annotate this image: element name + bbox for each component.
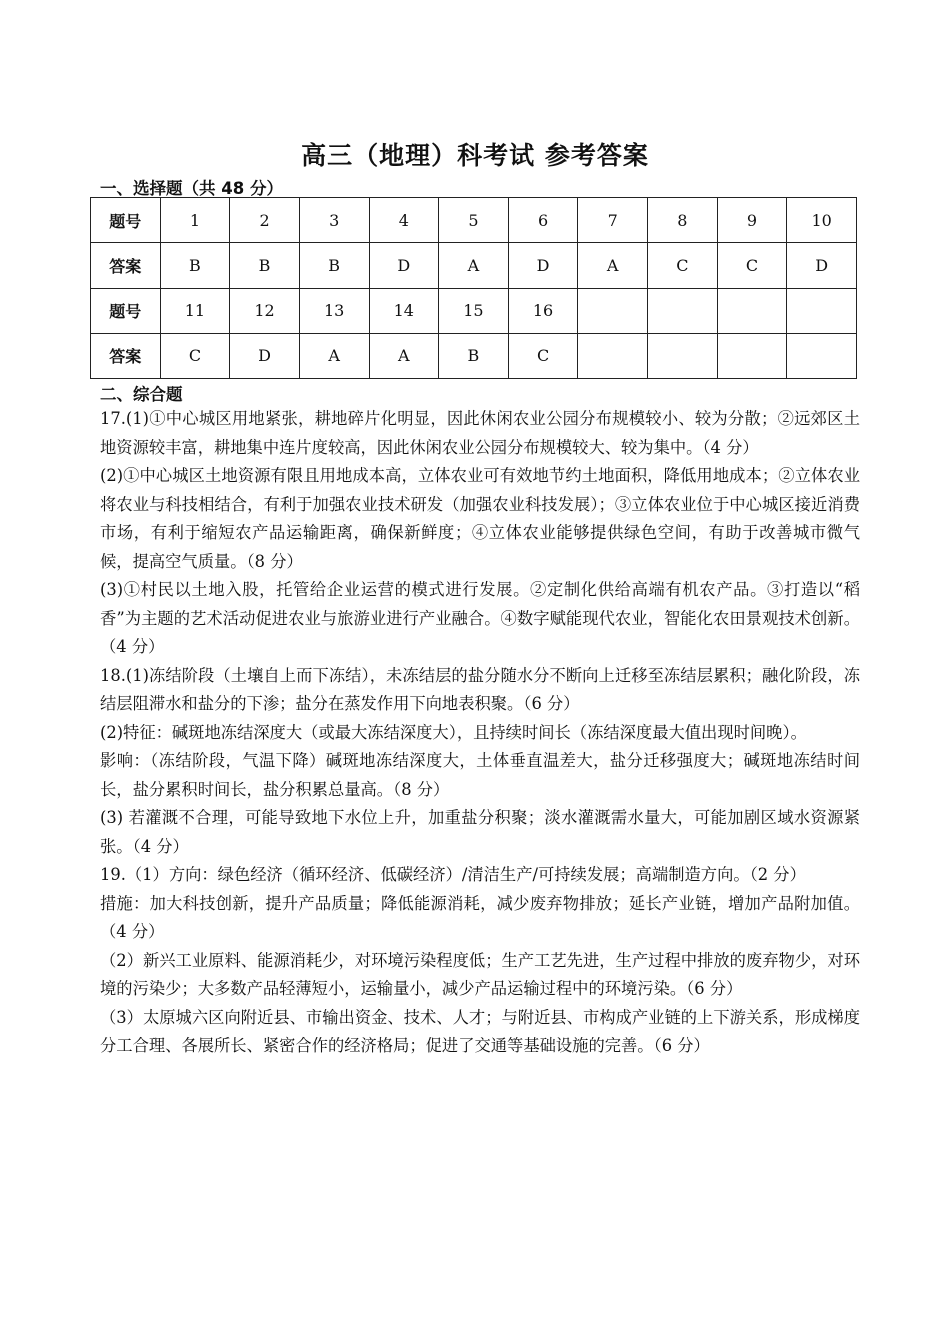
answer-paragraph: (3) 若灌溉不合理，可能导致地下水位上升，加重盐分积聚；淡水灌溉需水量大，可能加剧区域水资源紧张。（4 分） bbox=[100, 808, 860, 856]
table-cell: 12 bbox=[230, 288, 300, 333]
table-cell: 13 bbox=[299, 288, 369, 333]
table-cell: C bbox=[717, 243, 787, 288]
table-cell: B bbox=[439, 333, 509, 378]
table-cell: A bbox=[578, 243, 648, 288]
answer-paragraph: （3）太原城六区向附近县、市输出资金、技术、人才；与附近县、市构成产业链的上下游关系，形成梯度分工合理、各展所长、紧密合作的经济格局；促进了交通等基础设施的完善。（6 分） bbox=[100, 1007, 860, 1055]
table-cell: 16 bbox=[508, 288, 578, 333]
table-cell: C bbox=[508, 333, 578, 378]
answer-paragraph: 影响：（冻结阶段，气温下降）碱斑地冻结深度大，土体垂直温差大，盐分迁移强度大；碱斑地冻结时间长，盐分累积时间长，盐分积累总量高。（8 分） bbox=[100, 751, 860, 799]
section-heading-comprehensive: 二、综合题 bbox=[100, 385, 183, 404]
table-cell: 1 bbox=[160, 198, 230, 243]
answer-paragraph: （2）新兴工业原料、能源消耗少，对环境污染程度低；生产工艺先进，生产过程中排放的废弃物少，对环境的污染少；大多数产品轻薄短小，运输量小，减少产品运输过程中的环境污染。（6 分） bbox=[100, 950, 860, 998]
table-row bbox=[91, 333, 857, 378]
table-cell: 7 bbox=[578, 198, 648, 243]
table-cell bbox=[648, 333, 718, 378]
table-cell: C bbox=[160, 333, 230, 378]
table-cell: 4 bbox=[369, 198, 439, 243]
table-cell: 14 bbox=[369, 288, 439, 333]
table-row bbox=[91, 198, 857, 243]
table-cell: 10 bbox=[787, 198, 857, 243]
answer-paragraph: (2)特征：碱斑地冻结深度大（或最大冻结深度大），且持续时间长（冻结深度最大值出现时间晚）。 bbox=[100, 722, 807, 742]
table-cell bbox=[717, 288, 787, 333]
table-cell bbox=[787, 333, 857, 378]
table-header-cell: 答案 bbox=[91, 333, 161, 378]
table-cell bbox=[578, 288, 648, 333]
answer-table bbox=[90, 197, 857, 379]
table-cell: A bbox=[439, 243, 509, 288]
table-cell: A bbox=[369, 333, 439, 378]
table-cell: C bbox=[648, 243, 718, 288]
table-cell: 9 bbox=[717, 198, 787, 243]
table-cell: B bbox=[230, 243, 300, 288]
table-cell: D bbox=[230, 333, 300, 378]
table-header-cell: 题号 bbox=[91, 198, 161, 243]
table-cell: 6 bbox=[508, 198, 578, 243]
table-cell: B bbox=[160, 243, 230, 288]
table-row bbox=[91, 288, 857, 333]
table-header-cell: 题号 bbox=[91, 288, 161, 333]
answer-body bbox=[100, 405, 860, 1061]
page-title: 高三（地理）科考试 参考答案 bbox=[301, 141, 649, 170]
table-cell: B bbox=[299, 243, 369, 288]
table-cell bbox=[578, 333, 648, 378]
section-heading-multiple-choice: 一、选择题（共 48 分） bbox=[100, 179, 283, 198]
answer-paragraph: 19.（1）方向：绿色经济（循环经济、低碳经济）/清洁生产/可持续发展；高端制造方向。（2 分） bbox=[100, 865, 806, 884]
table-cell: D bbox=[369, 243, 439, 288]
table-cell: A bbox=[299, 333, 369, 378]
table-cell: 11 bbox=[160, 288, 230, 333]
table-cell: 3 bbox=[299, 198, 369, 243]
table-cell: D bbox=[508, 243, 578, 288]
table-cell: 8 bbox=[648, 198, 718, 243]
answer-paragraph: 措施：加大科技创新，提升产品质量；降低能源消耗，减少废弃物排放；延长产业链，增加产品附加值。（4 分） bbox=[100, 893, 860, 941]
table-cell bbox=[787, 288, 857, 333]
table-cell: D bbox=[787, 243, 857, 288]
table-cell: 2 bbox=[230, 198, 300, 243]
table-header-cell: 答案 bbox=[91, 243, 161, 288]
table-row bbox=[91, 243, 857, 288]
table-cell: 15 bbox=[439, 288, 509, 333]
table-cell bbox=[648, 288, 718, 333]
answer-paragraph: (3)①村民以土地入股，托管给企业运营的模式进行发展。②定制化供给高端有机农产品。③打造以“稻香”为主题的艺术活动促进农业与旅游业进行产业融合。④数字赋能现代农业，智能化农田景观技术创新。（4 分） bbox=[100, 580, 860, 656]
answer-paragraph: 18.(1)冻结阶段（土壤自上而下冻结），未冻结层的盐分随水分不断向上迁移至冻结层累积；融化阶段，冻结层阻滞水和盐分的下渗；盐分在蒸发作用下向地表积聚。（6 分） bbox=[100, 665, 860, 713]
answer-paragraph: (2)①中心城区土地资源有限且用地成本高，立体农业可有效地节约土地面积，降低用地成本；②立体农业将农业与科技相结合，有利于加强农业技术研发（加强农业科技发展）；③立体农业位于中心城区接近消费市场，有利于缩短农产品运输距离，确保新鲜度；④立体农业能够提供绿色空间，有助于改善城市微气候，提高空气质量。（8 分） bbox=[100, 466, 860, 571]
table-cell bbox=[717, 333, 787, 378]
answer-paragraph: 17.(1)①中心城区用地紧张，耕地碎片化明显，因此休闲农业公园分布规模较小、较为分散；②远郊区土地资源较丰富，耕地集中连片度较高，因此休闲农业公园分布规模较大、较为集中。（4 分） bbox=[100, 409, 860, 457]
table-cell: 5 bbox=[439, 198, 509, 243]
